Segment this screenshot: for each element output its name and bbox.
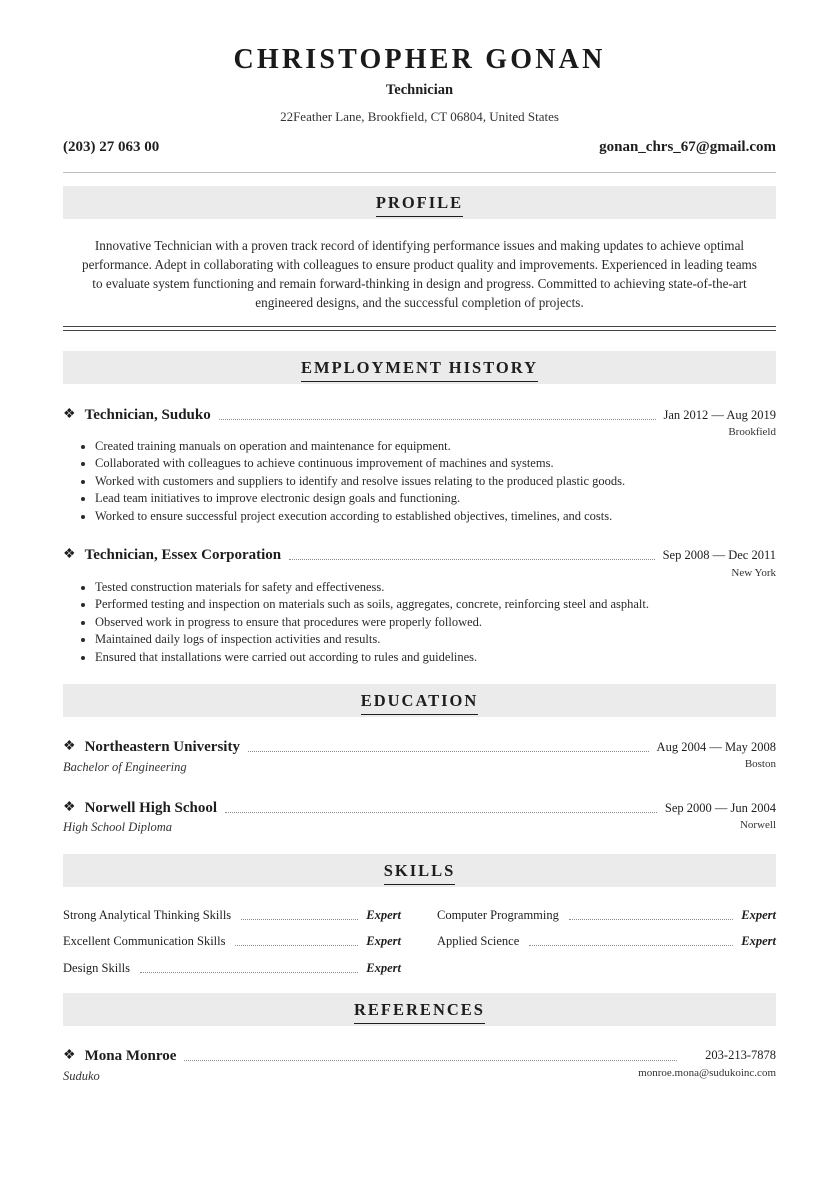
profile-summary <box>63 236 776 312</box>
job-location-1: Brookfield <box>728 426 776 438</box>
section-title-education: EDUCATION <box>361 691 479 715</box>
four-diamond-icon: ❖ <box>63 1048 76 1063</box>
section-title-skills: SKILLS <box>384 861 456 885</box>
profile-line: Innovative Technician with a proven track record of identifying performance issues and making updates to achieve optimal <box>94 238 745 253</box>
skill-row <box>63 905 401 923</box>
education-entry-1 <box>63 736 776 756</box>
profile-line: to evaluate system functioning and remain forward-thinking in design and progress. Committed to achieving state-of-the-art <box>92 276 747 291</box>
job-dates-2: Sep 2008 — Dec 2011 <box>662 548 776 562</box>
list-item: • Lead team initiatives to improve electronic design goals and functioning. <box>95 490 775 507</box>
list-item: • Tested construction materials for safety and effectiveness. <box>95 579 775 596</box>
list-item: • Collaborated with colleagues to achieve continuous improvement of machines and systems. <box>95 455 775 472</box>
dot-leader <box>219 419 656 420</box>
list-item: • Performed testing and inspection on materials such as soils, aggregates, concrete, reinforcing steel and asphalt. <box>95 596 775 613</box>
section-header-profile <box>63 186 776 219</box>
education-dates-2: Sep 2000 — Jun 2004 <box>664 801 776 815</box>
reference-name: Mona Monroe <box>84 1048 177 1064</box>
education-location-2: Norwell <box>739 819 776 831</box>
candidate-name: CHRISTOPHER GONAN <box>233 44 606 75</box>
job-title-2: Technician, Essex Corporation <box>84 547 282 563</box>
dot-leader <box>529 945 733 946</box>
four-diamond-icon: ❖ <box>63 547 76 562</box>
section-title-profile: PROFILE <box>376 193 463 217</box>
four-diamond-icon: ❖ <box>63 739 76 754</box>
list-item: • Created training manuals on operation and maintenance for equipment. <box>95 438 775 455</box>
section-title-references: REFERENCES <box>354 1000 485 1024</box>
dot-leader <box>241 919 358 920</box>
job-bullets-2 <box>77 579 775 666</box>
job-title: Technician <box>385 82 454 98</box>
skill-name: Computer Programming <box>437 908 559 922</box>
skill-row <box>437 905 776 923</box>
skill-row <box>63 958 401 976</box>
job-entry-1 <box>63 404 776 424</box>
school-name-2: Norwell High School <box>84 800 218 816</box>
job-dates-1: Jan 2012 — Aug 2019 <box>663 408 776 422</box>
skill-row <box>63 931 401 949</box>
skill-level: Expert <box>741 908 776 922</box>
skill-level: Expert <box>366 961 401 975</box>
email-address: gonan_chrs_67@gmail.com <box>599 139 776 155</box>
skill-level: Expert <box>741 934 776 948</box>
section-title-employment: EMPLOYMENT HISTORY <box>301 358 538 382</box>
degree-2: High School Diploma <box>63 820 173 834</box>
reference-company: Suduko <box>63 1069 100 1083</box>
dot-leader <box>569 919 733 920</box>
dot-leader <box>184 1060 677 1061</box>
list-item: • Worked with customers and suppliers to identify and resolve issues relating to the produced plastic goods. <box>95 473 775 490</box>
list-item: • Worked to ensure successful project execution according to established objectives, timelines, and costs. <box>95 508 775 525</box>
skill-level: Expert <box>366 908 401 922</box>
dot-leader <box>225 812 657 813</box>
skill-name: Applied Science <box>437 934 520 948</box>
double-divider <box>63 326 776 331</box>
skill-name: Strong Analytical Thinking Skills <box>63 908 232 922</box>
skill-name: Design Skills <box>63 961 131 975</box>
job-location-2: New York <box>731 567 776 579</box>
phone-number: (203) 27 063 00 <box>63 139 160 155</box>
dot-leader <box>289 559 654 560</box>
reference-phone: 203-213-7878 <box>705 1048 776 1062</box>
profile-line: performance. Adept in collaborating with colleagues to ensure product quality and improvements. Experienced in leading teams <box>82 257 757 272</box>
section-header-skills <box>63 854 776 887</box>
education-dates-1: Aug 2004 — May 2008 <box>656 740 776 754</box>
skill-name: Excellent Communication Skills <box>63 934 226 948</box>
section-header-references <box>63 993 776 1026</box>
list-item: • Observed work in progress to ensure that procedures were properly followed. <box>95 614 775 631</box>
list-item: • Maintained daily logs of inspection activities and results. <box>95 631 775 648</box>
profile-line: engineered designs, and the successful completion of projects. <box>255 295 584 310</box>
four-diamond-icon: ❖ <box>63 800 76 815</box>
dot-leader <box>140 972 358 973</box>
school-name-1: Northeastern University <box>84 739 240 755</box>
reference-email: monroe.mona@sudukoinc.com <box>638 1067 776 1079</box>
dot-leader <box>248 751 649 752</box>
education-entry-2 <box>63 797 776 817</box>
reference-entry <box>63 1045 685 1065</box>
four-diamond-icon: ❖ <box>63 407 76 422</box>
job-title-1: Technician, Suduko <box>84 407 211 423</box>
section-header-education <box>63 684 776 717</box>
dot-leader <box>235 945 358 946</box>
skill-level: Expert <box>366 934 401 948</box>
degree-1: Bachelor of Engineering <box>63 760 187 774</box>
job-bullets-1 <box>77 438 775 525</box>
address: 22Feather Lane, Brookfield, CT 06804, United States <box>280 109 559 124</box>
section-header-employment <box>63 351 776 384</box>
job-entry-2 <box>63 544 776 564</box>
header-divider <box>63 172 776 173</box>
skill-row <box>437 931 776 949</box>
list-item: • Ensured that installations were carried out according to rules and guidelines. <box>95 649 775 666</box>
education-location-1: Boston <box>744 758 776 770</box>
